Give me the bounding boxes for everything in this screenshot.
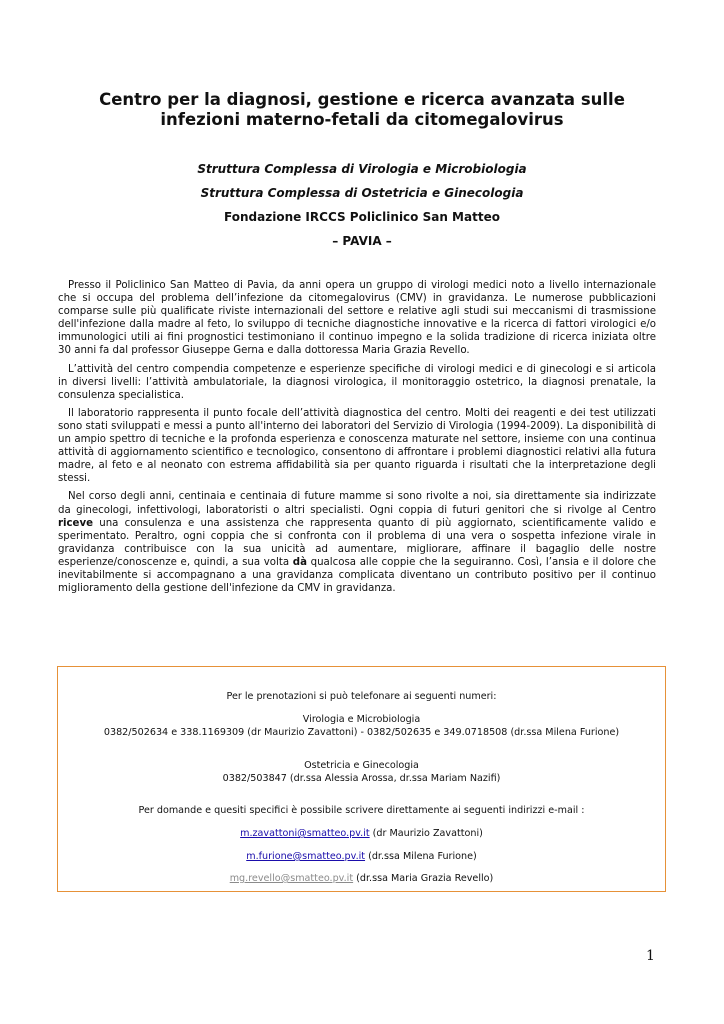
email-link-furione[interactable]: m.furione@smatteo.pv.it: [246, 851, 366, 862]
paragraph-4-bold-word: riceve: [58, 517, 94, 529]
paragraph-4-bold-word: dà: [292, 556, 307, 568]
email-line: [58, 827, 665, 840]
contact-box: [57, 666, 666, 892]
obstetrics-phone-numbers: 0382/503847 (dr.ssa Alessia Arossa, dr.ssa Mariam Nazifi): [222, 773, 501, 784]
page-number: 1: [646, 948, 655, 964]
email-link-revello[interactable]: mg.revello@smatteo.pv.it: [229, 873, 354, 884]
virology-label: Virologia e Microbiologia: [302, 714, 421, 725]
obstetrics-label: Ostetricia e Ginecologia: [304, 760, 419, 771]
email-owner: (dr Maurizio Zavattoni): [369, 828, 483, 839]
paragraph-3: Il laboratorio rappresenta il punto focale dell’attività diagnostica del centro. Molti dei reagenti e dei test utilizzati sono stati sviluppati e messi a punto all'interno dei laboratori del Servizio di Virologia (1994-2009). La disponibilità di un ampio spettro di tecniche e la profonda esperienza e conoscenza maturate nel settore, insieme con una continua attività di aggiornamento scientifico e tecnologico, consentono di affrontare i problemi diagnostici relativi alla futura madre, al feto e al neonato con estrema affidabilità sia per quanto riguarda i risultati che la interpretazione degli stessi.: [58, 407, 656, 485]
paragraph-4-part: una consulenza e una assistenza che rappresenta quanto di più aggiornato, scientificamente valido e sperimentato. Peraltro, ogni coppia che si confronta con il problema di una vera o sospetta infezione virale in gravidanza contribuisce con la sua unicità ad aumentare, migliorare, affinare il bagaglio delle nostre esperienze/conoscenze e, quindi, a sua volta: [58, 517, 656, 568]
email-owner: (dr.ssa Milena Furione): [365, 851, 477, 862]
body-text: [58, 279, 656, 600]
email-line: [58, 872, 665, 885]
email-owner: (dr.ssa Maria Grazia Revello): [353, 873, 494, 884]
paragraph-4-part: qualcosa alle coppie che la seguiranno. Così, l’ansia e il dolore che inevitabilmente si accompagnano a una gravidanza complicata diventano un contributo positivo per il continuo miglioramento della gestione dell'infezione da CMV in gravidanza.: [58, 556, 656, 595]
email-line: [58, 850, 665, 863]
email-link-zavattoni[interactable]: m.zavattoni@smatteo.pv.it: [240, 828, 370, 839]
email-intro: Per domande e quesiti specifici è possibile scrivere direttamente ai seguenti indirizzi e-mail :: [138, 805, 585, 816]
department-obstetrics: Struttura Complessa di Ostetricia e Ginecologia: [200, 186, 524, 200]
institution-name: Fondazione IRCCS Policlinico San Matteo: [224, 210, 500, 224]
virology-phone-numbers: 0382/502634 e 338.1169309 (dr Maurizio Zavattoni) - 0382/502635 e 349.0718508 (dr.ssa Milena Furione): [103, 727, 620, 738]
paragraph-1: Presso il Policlinico San Matteo di Pavia, da anni opera un gruppo di virologi medici noto a livello internazionale che si occupa del problema dell’infezione da citomegalovirus (CMV) in gravidanza. Le numerose pubblicazioni comparse sulle più qualificate riviste internazionali del settore e relative agli studi sui meccanismi di trasmissione dell'infezione dalla madre al feto, lo sviluppo di tecniche diagnostiche innovative e la ricerca di fattori virologici e/o immunologici utili ai fini prognostici testimoniano il continuo impegno e la solida tradizione di ricerca iniziata oltre 30 anni fa dal professor Giuseppe Gerna e dalla dottoressa Maria Grazia Revello.: [58, 280, 656, 357]
city-name: – PAVIA –: [332, 234, 392, 248]
paragraph-2: L’attività del centro compendia competenze e esperienze specifiche di virologi medici e di ginecologi e si articola in diversi livelli: l’attività ambulatoriale, la diagnosi virologica, il monitoraggio ostetrico, la diagnosi prenatale, la consulenza specialistica.: [58, 363, 656, 401]
paragraph-4-part: Nel corso degli anni, centinaia e centinaia di future mamme si sono rivolte a noi, sia direttamente sia indirizzate da ginecologi, infettivologi, laboratoristi o altri specialisti. Ogni coppia di futuri genitori che si rivolge al Centro: [58, 491, 656, 516]
booking-intro: Per le prenotazioni si può telefonare ai seguenti numeri:: [226, 691, 497, 702]
document-title: Centro per la diagnosi, gestione e ricerca avanzata sulle infezioni materno-fetali da citomegalovirus: [99, 90, 625, 129]
department-virology: Struttura Complessa di Virologia e Microbiologia: [197, 162, 527, 176]
paragraph-4: [58, 490, 656, 595]
